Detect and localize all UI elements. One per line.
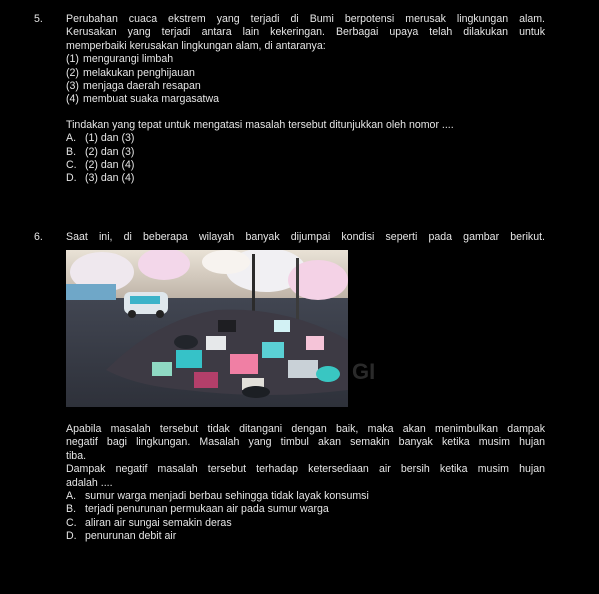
question-body	[66, 423, 545, 544]
question-number: 5.	[34, 13, 43, 25]
item-key: (4)	[66, 93, 79, 106]
list-item	[66, 67, 545, 80]
answer-option-d[interactable]	[66, 172, 545, 185]
answer-option-d[interactable]	[66, 530, 545, 543]
watermark-glyph: GI	[352, 359, 376, 384]
garbage-pile-photo	[66, 250, 348, 407]
option-text: (3) dan (4)	[85, 172, 135, 185]
option-text: penurunan debit air	[85, 530, 177, 543]
item-text: mengurangi limbah	[83, 53, 174, 66]
option-text: (2) dan (4)	[85, 159, 135, 172]
option-text: (1) dan (3)	[85, 132, 135, 145]
item-text: menjaga daerah resapan	[83, 80, 201, 93]
answer-option-a[interactable]	[66, 490, 545, 503]
item-key: (3)	[66, 80, 79, 93]
option-key: B.	[66, 145, 77, 158]
question-body	[66, 13, 545, 186]
option-key: B.	[66, 503, 77, 516]
item-key: (2)	[66, 66, 79, 79]
item-text: membuat suaka margasatwa	[83, 93, 220, 106]
list-item	[66, 53, 545, 66]
option-key: C.	[66, 516, 77, 529]
option-text: aliran air sungai semakin deras	[85, 516, 232, 529]
answer-option-c[interactable]	[66, 159, 545, 172]
option-key: D.	[66, 172, 77, 185]
stem-line: Perubahan cuaca ekstrem yang terjadi di Bumi berpotensi merusak lingkungan alam.	[66, 13, 545, 25]
paragraph-line: tiba.	[66, 449, 87, 462]
stem-line: Kerusakan yang terjadi antara lain kekeringan. Berbagai upaya telah dilakukan untuk	[66, 26, 545, 39]
item-text: melakukan penghijauan	[83, 66, 195, 79]
answer-option-c[interactable]	[66, 517, 545, 530]
option-text: terjadi penurunan permukaan air pada sumur warga	[85, 503, 329, 516]
paragraph-line: negatif bagi lingkungan. Masalah yang timbul akan semakin banyak ketika musim hujan	[66, 436, 545, 449]
option-text: (2) dan (3)	[85, 145, 135, 158]
option-key: C.	[66, 159, 77, 172]
paragraph-line: Dampak negatif masalah tersebut terhadap ketersediaan air bersih ketika musim hujan	[66, 463, 545, 476]
answer-option-b[interactable]	[66, 503, 545, 516]
item-key: (1)	[66, 53, 79, 66]
answer-option-a[interactable]	[66, 132, 545, 145]
stem-line: memperbaiki kerusakan lingkungan alam, di antaranya:	[66, 39, 326, 52]
list-item	[66, 80, 545, 93]
question-number: 6.	[34, 231, 43, 243]
intro-text: Saat ini, di beberapa wilayah banyak dijumpai kondisi seperti pada gambar berikut.	[66, 231, 545, 243]
list-item	[66, 93, 545, 106]
option-key: A.	[66, 490, 77, 503]
option-text: sumur warga menjadi berbau sehingga tidak layak konsumsi	[85, 490, 369, 503]
paragraph-line: Apabila masalah tersebut tidak ditangani dengan baik, maka akan menimbulkan dampak	[66, 423, 545, 435]
paragraph-line: adalah ....	[66, 476, 113, 489]
answer-option-b[interactable]	[66, 146, 545, 159]
question-body	[66, 231, 545, 244]
question-text: Tindakan yang tepat untuk mengatasi masalah tersebut ditunjukkan oleh nomor ....	[66, 118, 454, 131]
option-key: D.	[66, 530, 77, 543]
option-key: A.	[66, 132, 77, 145]
